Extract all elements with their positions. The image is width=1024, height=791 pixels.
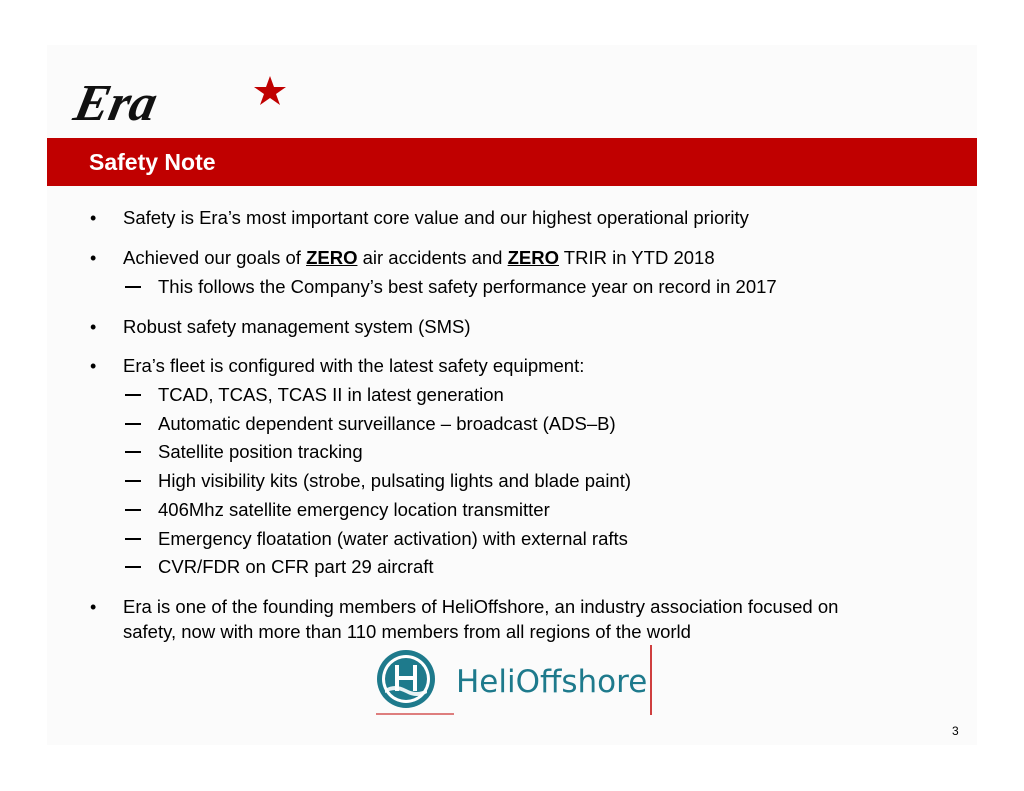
page-number: 3 [952, 724, 959, 738]
sub-bullet-item [158, 499, 550, 521]
era-logo-text: Era [69, 74, 163, 132]
sub-bullet-item [158, 441, 363, 463]
sub-bullet-text: Satellite position tracking [158, 441, 363, 462]
bullet-marker: • [90, 248, 97, 268]
bullet-text: Robust safety management system (SMS) [123, 316, 471, 337]
bullet-continuation [123, 621, 691, 643]
sub-bullet-item [158, 276, 777, 298]
helioffshore-logo-text: HeliOffshore [456, 664, 648, 700]
bullet-marker: • [90, 356, 97, 376]
bullet-marker: • [90, 597, 97, 617]
sub-bullet-text: This follows the Company’s best safety performance year on record in 2017 [158, 276, 777, 297]
dash-marker [125, 480, 141, 482]
bullet-text-line1: Era is one of the founding members of HeliOffshore, an industry association focused on [123, 596, 839, 617]
sub-bullet-text: 406Mhz satellite emergency location transmitter [158, 499, 550, 520]
bullet-marker: • [90, 317, 97, 337]
bullet-item [90, 355, 585, 377]
zero-emphasis: ZERO [306, 247, 358, 268]
bullet-item [90, 316, 471, 338]
sub-bullet-item [158, 384, 504, 406]
zero-emphasis: ZERO [507, 247, 559, 268]
dash-marker [125, 394, 141, 396]
dash-marker [125, 566, 141, 568]
sub-bullet-text: TCAD, TCAS, TCAS II in latest generation [158, 384, 504, 405]
dash-marker [125, 509, 141, 511]
bullet-text-mid: air accidents and [357, 247, 508, 268]
dash-marker [125, 451, 141, 453]
bullet-text: Safety is Era’s most important core value and our highest operational priority [123, 207, 749, 228]
sub-bullet-item [158, 556, 434, 578]
bullet-item [90, 207, 749, 229]
sub-bullet-item [158, 470, 631, 492]
sub-bullet-item [158, 413, 616, 435]
helioffshore-emblem-icon [377, 650, 435, 708]
bullet-text-pre: Achieved our goals of [123, 247, 307, 268]
bullet-text-line2: safety, now with more than 110 members from all regions of the world [123, 621, 691, 642]
sub-bullet-text: Automatic dependent surveillance – broadcast (ADS–B) [158, 413, 616, 434]
sub-bullet-text: High visibility kits (strobe, pulsating lights and blade paint) [158, 470, 632, 491]
dash-marker [125, 423, 141, 425]
sub-bullet-item [158, 528, 628, 550]
bullet-marker: • [90, 208, 97, 228]
bullet-item [90, 247, 715, 269]
dash-marker [125, 286, 141, 288]
dash-marker [125, 538, 141, 540]
bullet-text-post: TRIR in YTD 2018 [559, 247, 715, 268]
sub-bullet-text: CVR/FDR on CFR part 29 aircraft [158, 556, 434, 577]
slide-title: Safety Note [89, 149, 216, 175]
bullet-text: Era’s fleet is configured with the latest safety equipment: [123, 355, 585, 376]
helioffshore-logo [376, 645, 651, 715]
sub-bullet-text: Emergency floatation (water activation) with external rafts [158, 528, 628, 549]
bullet-item [90, 596, 839, 618]
